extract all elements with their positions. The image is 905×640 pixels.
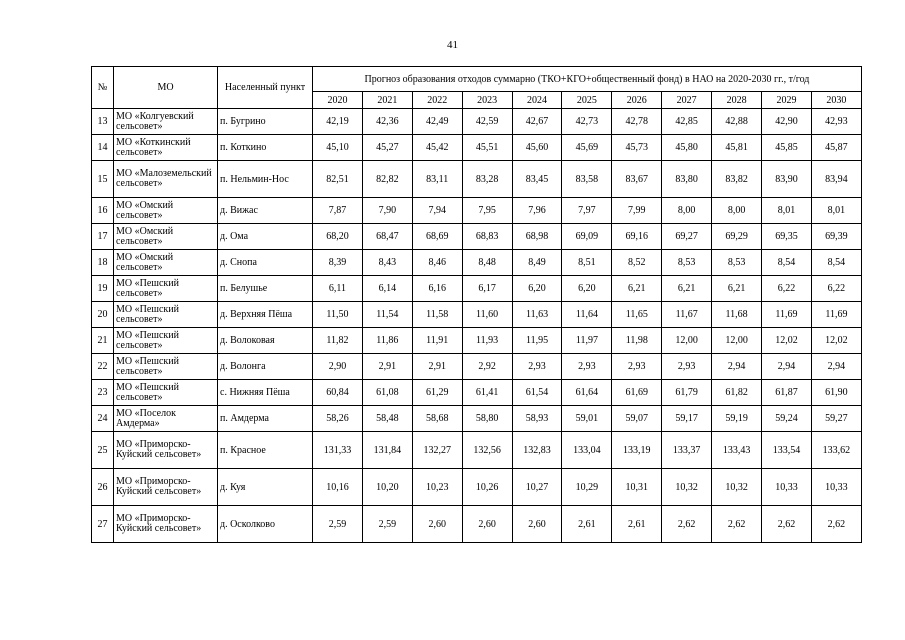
value-cell-2029: 69,35 xyxy=(762,224,812,250)
value-cell-2021: 2,91 xyxy=(362,354,412,380)
value-cell-2027: 2,62 xyxy=(662,506,712,543)
value-cell-2020: 11,50 xyxy=(313,302,363,328)
value-cell-2030: 8,01 xyxy=(811,198,861,224)
row-mo: МО «Пешский сельсовет» xyxy=(114,328,218,354)
value-cell-2024: 10,27 xyxy=(512,469,562,506)
value-cell-2028: 10,32 xyxy=(712,469,762,506)
table-row xyxy=(92,109,862,135)
row-number: 15 xyxy=(92,161,114,198)
row-place: п. Белушье xyxy=(218,276,313,302)
value-cell-2024: 68,98 xyxy=(512,224,562,250)
value-cell-2024: 2,60 xyxy=(512,506,562,543)
value-cell-2026: 8,52 xyxy=(612,250,662,276)
value-cell-2025: 133,04 xyxy=(562,432,612,469)
value-cell-2026: 69,16 xyxy=(612,224,662,250)
value-cell-2025: 83,58 xyxy=(562,161,612,198)
table-row xyxy=(92,432,862,469)
value-cell-2024: 58,93 xyxy=(512,406,562,432)
value-cell-2020: 7,87 xyxy=(313,198,363,224)
row-number: 20 xyxy=(92,302,114,328)
row-mo: МО «Приморско-Куйский сельсовет» xyxy=(114,469,218,506)
row-number: 18 xyxy=(92,250,114,276)
value-cell-2030: 42,93 xyxy=(811,109,861,135)
value-cell-2030: 2,94 xyxy=(811,354,861,380)
value-cell-2020: 8,39 xyxy=(313,250,363,276)
header-mo: МО xyxy=(114,67,218,109)
table-row xyxy=(92,224,862,250)
value-cell-2024: 132,83 xyxy=(512,432,562,469)
value-cell-2026: 42,78 xyxy=(612,109,662,135)
year-header-2022: 2022 xyxy=(412,92,462,109)
table-row xyxy=(92,506,862,543)
row-mo: МО «Омский сельсовет» xyxy=(114,250,218,276)
value-cell-2021: 7,90 xyxy=(362,198,412,224)
value-cell-2028: 11,68 xyxy=(712,302,762,328)
value-cell-2024: 6,20 xyxy=(512,276,562,302)
value-cell-2021: 58,48 xyxy=(362,406,412,432)
row-mo: МО «Поселок Амдерма» xyxy=(114,406,218,432)
value-cell-2021: 11,86 xyxy=(362,328,412,354)
row-place: д. Куя xyxy=(218,469,313,506)
value-cell-2025: 2,93 xyxy=(562,354,612,380)
value-cell-2029: 8,01 xyxy=(762,198,812,224)
value-cell-2029: 6,22 xyxy=(762,276,812,302)
value-cell-2029: 10,33 xyxy=(762,469,812,506)
value-cell-2026: 11,98 xyxy=(612,328,662,354)
value-cell-2030: 45,87 xyxy=(811,135,861,161)
value-cell-2025: 7,97 xyxy=(562,198,612,224)
value-cell-2028: 45,81 xyxy=(712,135,762,161)
value-cell-2026: 59,07 xyxy=(612,406,662,432)
value-cell-2025: 69,09 xyxy=(562,224,612,250)
row-number: 25 xyxy=(92,432,114,469)
value-cell-2025: 59,01 xyxy=(562,406,612,432)
row-mo: МО «Малоземельский сельсовет» xyxy=(114,161,218,198)
row-number: 17 xyxy=(92,224,114,250)
value-cell-2027: 2,93 xyxy=(662,354,712,380)
value-cell-2021: 42,36 xyxy=(362,109,412,135)
value-cell-2025: 11,64 xyxy=(562,302,612,328)
value-cell-2027: 8,53 xyxy=(662,250,712,276)
value-cell-2022: 10,23 xyxy=(412,469,462,506)
table-row xyxy=(92,135,862,161)
row-number: 21 xyxy=(92,328,114,354)
value-cell-2023: 6,17 xyxy=(462,276,512,302)
value-cell-2030: 69,39 xyxy=(811,224,861,250)
row-place: д. Волонга xyxy=(218,354,313,380)
row-number: 27 xyxy=(92,506,114,543)
value-cell-2025: 11,97 xyxy=(562,328,612,354)
value-cell-2020: 10,16 xyxy=(313,469,363,506)
row-mo: МО «Омский сельсовет» xyxy=(114,224,218,250)
value-cell-2027: 11,67 xyxy=(662,302,712,328)
row-mo: МО «Коткинский сельсовет» xyxy=(114,135,218,161)
value-cell-2027: 69,27 xyxy=(662,224,712,250)
value-cell-2025: 61,64 xyxy=(562,380,612,406)
value-cell-2023: 7,95 xyxy=(462,198,512,224)
year-header-2023: 2023 xyxy=(462,92,512,109)
value-cell-2026: 61,69 xyxy=(612,380,662,406)
header-forecast: Прогноз образования отходов суммарно (ТКО+КГО+общественный фонд) в НАО на 2020-2030 гг., т/год xyxy=(313,67,862,92)
value-cell-2022: 83,11 xyxy=(412,161,462,198)
row-place: п. Красное xyxy=(218,432,313,469)
value-cell-2020: 131,33 xyxy=(313,432,363,469)
value-cell-2027: 12,00 xyxy=(662,328,712,354)
value-cell-2024: 11,95 xyxy=(512,328,562,354)
year-header-2027: 2027 xyxy=(662,92,712,109)
value-cell-2020: 82,51 xyxy=(313,161,363,198)
year-header-2028: 2028 xyxy=(712,92,762,109)
value-cell-2030: 2,62 xyxy=(811,506,861,543)
value-cell-2029: 8,54 xyxy=(762,250,812,276)
page-number: 41 xyxy=(447,39,458,51)
header-row xyxy=(92,67,862,92)
row-number: 16 xyxy=(92,198,114,224)
value-cell-2024: 61,54 xyxy=(512,380,562,406)
value-cell-2022: 7,94 xyxy=(412,198,462,224)
year-header-2020: 2020 xyxy=(313,92,363,109)
value-cell-2021: 68,47 xyxy=(362,224,412,250)
row-mo: МО «Пешский сельсовет» xyxy=(114,354,218,380)
value-cell-2022: 42,49 xyxy=(412,109,462,135)
value-cell-2026: 2,93 xyxy=(612,354,662,380)
value-cell-2028: 6,21 xyxy=(712,276,762,302)
value-cell-2030: 83,94 xyxy=(811,161,861,198)
value-cell-2024: 45,60 xyxy=(512,135,562,161)
table-row xyxy=(92,161,862,198)
value-cell-2025: 8,51 xyxy=(562,250,612,276)
value-cell-2020: 6,11 xyxy=(313,276,363,302)
value-cell-2023: 8,48 xyxy=(462,250,512,276)
value-cell-2023: 2,92 xyxy=(462,354,512,380)
value-cell-2024: 8,49 xyxy=(512,250,562,276)
value-cell-2020: 68,20 xyxy=(313,224,363,250)
value-cell-2022: 61,29 xyxy=(412,380,462,406)
value-cell-2021: 6,14 xyxy=(362,276,412,302)
row-number: 23 xyxy=(92,380,114,406)
value-cell-2024: 11,63 xyxy=(512,302,562,328)
value-cell-2026: 7,99 xyxy=(612,198,662,224)
value-cell-2022: 132,27 xyxy=(412,432,462,469)
year-header-2029: 2029 xyxy=(762,92,812,109)
table-row xyxy=(92,250,862,276)
value-cell-2023: 68,83 xyxy=(462,224,512,250)
row-place: п. Амдерма xyxy=(218,406,313,432)
value-cell-2028: 83,82 xyxy=(712,161,762,198)
row-place: п. Нельмин-Нос xyxy=(218,161,313,198)
value-cell-2027: 61,79 xyxy=(662,380,712,406)
value-cell-2024: 2,93 xyxy=(512,354,562,380)
value-cell-2023: 10,26 xyxy=(462,469,512,506)
value-cell-2026: 133,19 xyxy=(612,432,662,469)
value-cell-2021: 11,54 xyxy=(362,302,412,328)
year-header-2024: 2024 xyxy=(512,92,562,109)
value-cell-2028: 8,53 xyxy=(712,250,762,276)
value-cell-2028: 42,88 xyxy=(712,109,762,135)
row-number: 22 xyxy=(92,354,114,380)
value-cell-2029: 42,90 xyxy=(762,109,812,135)
value-cell-2027: 6,21 xyxy=(662,276,712,302)
value-cell-2023: 11,60 xyxy=(462,302,512,328)
table-row xyxy=(92,354,862,380)
value-cell-2027: 45,80 xyxy=(662,135,712,161)
row-place: д. Снопа xyxy=(218,250,313,276)
value-cell-2030: 10,33 xyxy=(811,469,861,506)
value-cell-2029: 2,94 xyxy=(762,354,812,380)
value-cell-2021: 131,84 xyxy=(362,432,412,469)
value-cell-2023: 61,41 xyxy=(462,380,512,406)
row-mo: МО «Пешский сельсовет» xyxy=(114,302,218,328)
value-cell-2024: 7,96 xyxy=(512,198,562,224)
value-cell-2028: 2,62 xyxy=(712,506,762,543)
value-cell-2030: 133,62 xyxy=(811,432,861,469)
value-cell-2030: 61,90 xyxy=(811,380,861,406)
year-header-2021: 2021 xyxy=(362,92,412,109)
value-cell-2020: 2,59 xyxy=(313,506,363,543)
value-cell-2020: 11,82 xyxy=(313,328,363,354)
value-cell-2028: 69,29 xyxy=(712,224,762,250)
row-mo: МО «Омский сельсовет» xyxy=(114,198,218,224)
table-row xyxy=(92,380,862,406)
value-cell-2030: 59,27 xyxy=(811,406,861,432)
value-cell-2023: 58,80 xyxy=(462,406,512,432)
row-place: д. Волоковая xyxy=(218,328,313,354)
value-cell-2028: 2,94 xyxy=(712,354,762,380)
header-num: № xyxy=(92,67,114,109)
year-header-2030: 2030 xyxy=(811,92,861,109)
value-cell-2029: 61,87 xyxy=(762,380,812,406)
value-cell-2020: 2,90 xyxy=(313,354,363,380)
value-cell-2030: 8,54 xyxy=(811,250,861,276)
value-cell-2028: 59,19 xyxy=(712,406,762,432)
value-cell-2026: 2,61 xyxy=(612,506,662,543)
table-row xyxy=(92,302,862,328)
value-cell-2023: 2,60 xyxy=(462,506,512,543)
value-cell-2023: 11,93 xyxy=(462,328,512,354)
table-body xyxy=(92,67,862,543)
value-cell-2020: 45,10 xyxy=(313,135,363,161)
value-cell-2021: 10,20 xyxy=(362,469,412,506)
value-cell-2029: 83,90 xyxy=(762,161,812,198)
value-cell-2030: 6,22 xyxy=(811,276,861,302)
value-cell-2028: 12,00 xyxy=(712,328,762,354)
value-cell-2025: 2,61 xyxy=(562,506,612,543)
value-cell-2022: 6,16 xyxy=(412,276,462,302)
value-cell-2025: 42,73 xyxy=(562,109,612,135)
row-place: п. Бугрино xyxy=(218,109,313,135)
row-mo: МО «Пешский сельсовет» xyxy=(114,380,218,406)
year-header-2026: 2026 xyxy=(612,92,662,109)
value-cell-2028: 61,82 xyxy=(712,380,762,406)
value-cell-2022: 11,91 xyxy=(412,328,462,354)
value-cell-2022: 2,60 xyxy=(412,506,462,543)
table-row xyxy=(92,328,862,354)
row-place: д. Осколково xyxy=(218,506,313,543)
value-cell-2025: 6,20 xyxy=(562,276,612,302)
value-cell-2027: 42,85 xyxy=(662,109,712,135)
value-cell-2022: 68,69 xyxy=(412,224,462,250)
value-cell-2026: 83,67 xyxy=(612,161,662,198)
value-cell-2020: 42,19 xyxy=(313,109,363,135)
value-cell-2030: 12,02 xyxy=(811,328,861,354)
value-cell-2023: 83,28 xyxy=(462,161,512,198)
row-number: 13 xyxy=(92,109,114,135)
row-number: 26 xyxy=(92,469,114,506)
value-cell-2022: 45,42 xyxy=(412,135,462,161)
value-cell-2027: 83,80 xyxy=(662,161,712,198)
value-cell-2025: 10,29 xyxy=(562,469,612,506)
value-cell-2023: 45,51 xyxy=(462,135,512,161)
row-place: д. Верхняя Пёша xyxy=(218,302,313,328)
value-cell-2029: 133,54 xyxy=(762,432,812,469)
row-number: 24 xyxy=(92,406,114,432)
value-cell-2022: 8,46 xyxy=(412,250,462,276)
value-cell-2028: 133,43 xyxy=(712,432,762,469)
row-place: д. Вижас xyxy=(218,198,313,224)
value-cell-2026: 10,31 xyxy=(612,469,662,506)
value-cell-2030: 11,69 xyxy=(811,302,861,328)
value-cell-2022: 2,91 xyxy=(412,354,462,380)
value-cell-2027: 59,17 xyxy=(662,406,712,432)
value-cell-2027: 8,00 xyxy=(662,198,712,224)
row-place: д. Ома xyxy=(218,224,313,250)
waste-forecast-table xyxy=(91,66,862,543)
table-row xyxy=(92,406,862,432)
value-cell-2029: 45,85 xyxy=(762,135,812,161)
row-number: 19 xyxy=(92,276,114,302)
value-cell-2029: 59,24 xyxy=(762,406,812,432)
row-mo: МО «Пешский сельсовет» xyxy=(114,276,218,302)
row-mo: МО «Колгуевский сельсовет» xyxy=(114,109,218,135)
row-mo: МО «Приморско-Куйский сельсовет» xyxy=(114,432,218,469)
value-cell-2029: 12,02 xyxy=(762,328,812,354)
table-row xyxy=(92,276,862,302)
value-cell-2021: 2,59 xyxy=(362,506,412,543)
row-place: п. Коткино xyxy=(218,135,313,161)
value-cell-2026: 11,65 xyxy=(612,302,662,328)
value-cell-2021: 82,82 xyxy=(362,161,412,198)
value-cell-2022: 11,58 xyxy=(412,302,462,328)
value-cell-2026: 6,21 xyxy=(612,276,662,302)
value-cell-2020: 60,84 xyxy=(313,380,363,406)
header-place: Населенный пункт xyxy=(218,67,313,109)
row-place: с. Нижняя Пёша xyxy=(218,380,313,406)
value-cell-2021: 8,43 xyxy=(362,250,412,276)
table-row xyxy=(92,469,862,506)
row-number: 14 xyxy=(92,135,114,161)
row-mo: МО «Приморско-Куйский сельсовет» xyxy=(114,506,218,543)
value-cell-2023: 42,59 xyxy=(462,109,512,135)
value-cell-2021: 61,08 xyxy=(362,380,412,406)
value-cell-2028: 8,00 xyxy=(712,198,762,224)
year-header-2025: 2025 xyxy=(562,92,612,109)
value-cell-2027: 10,32 xyxy=(662,469,712,506)
value-cell-2022: 58,68 xyxy=(412,406,462,432)
value-cell-2029: 11,69 xyxy=(762,302,812,328)
value-cell-2024: 42,67 xyxy=(512,109,562,135)
value-cell-2026: 45,73 xyxy=(612,135,662,161)
value-cell-2020: 58,26 xyxy=(313,406,363,432)
value-cell-2021: 45,27 xyxy=(362,135,412,161)
value-cell-2027: 133,37 xyxy=(662,432,712,469)
value-cell-2025: 45,69 xyxy=(562,135,612,161)
table-row xyxy=(92,198,862,224)
value-cell-2029: 2,62 xyxy=(762,506,812,543)
value-cell-2024: 83,45 xyxy=(512,161,562,198)
value-cell-2023: 132,56 xyxy=(462,432,512,469)
